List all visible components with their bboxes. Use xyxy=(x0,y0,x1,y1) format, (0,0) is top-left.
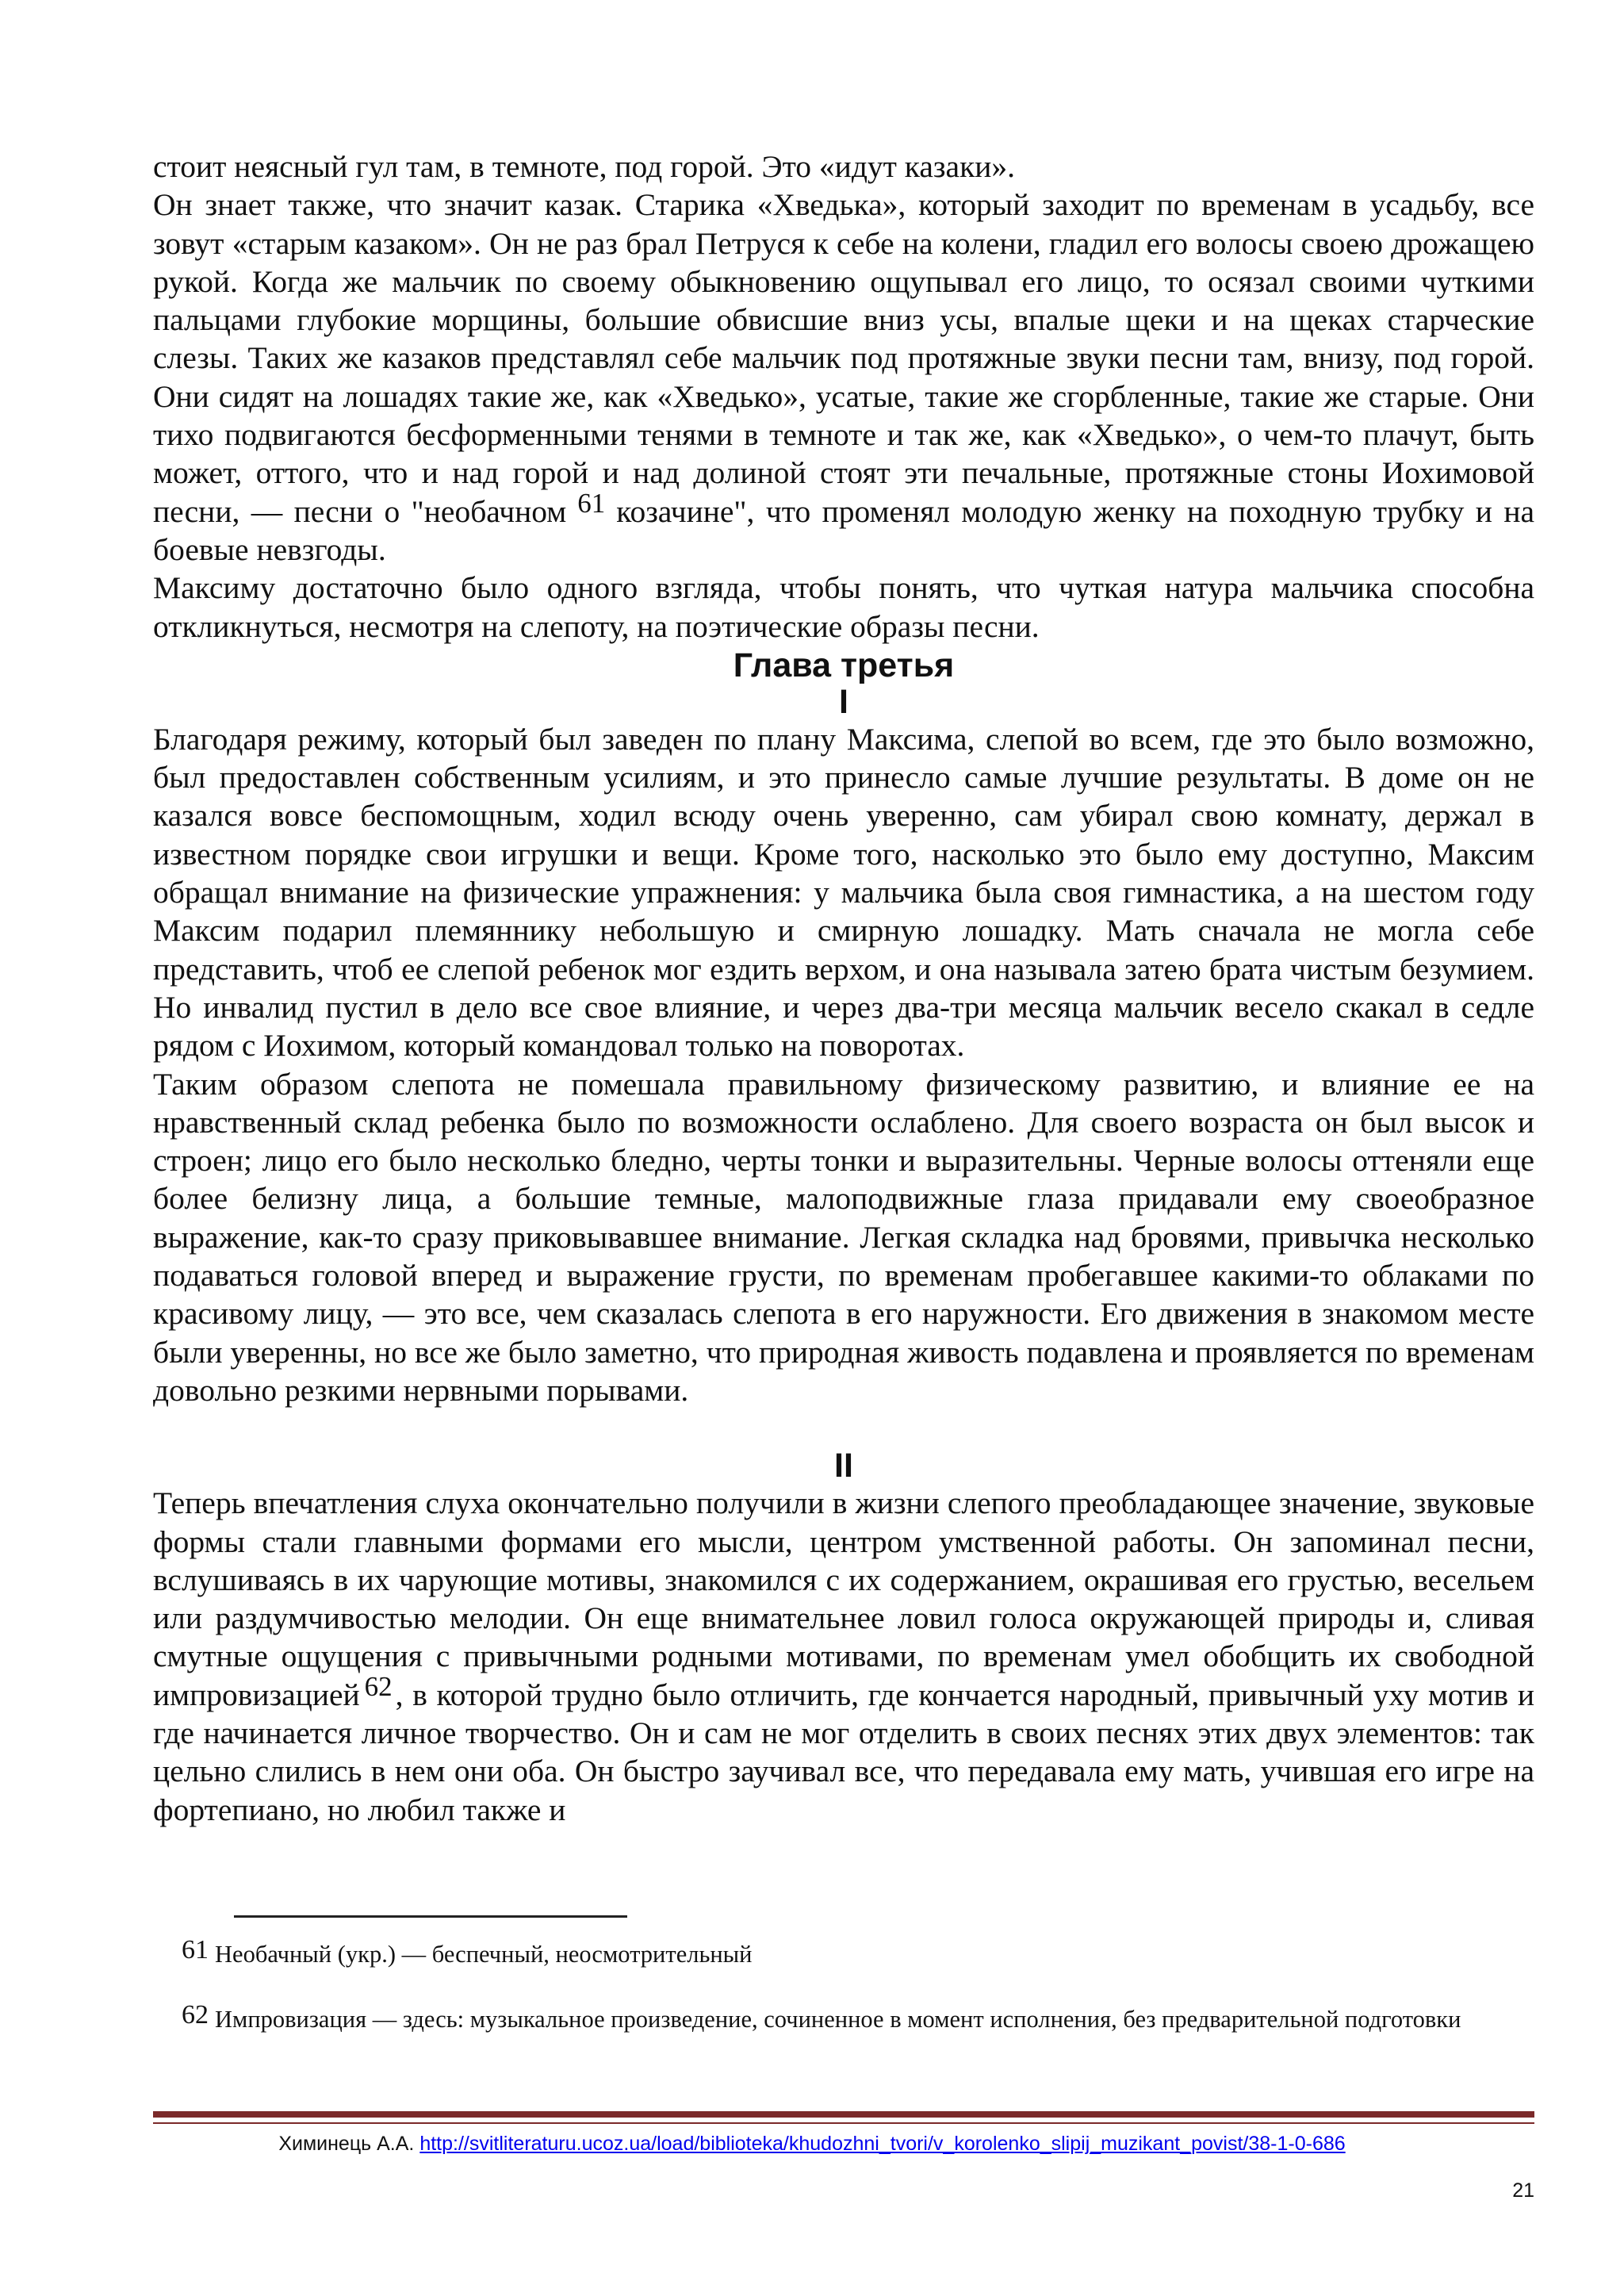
section-2-paragraph-text: Теперь впечатления слуха окончательно получили в жизни слепого преобладающее значение, звуковые формы стали главными формами его мысли, центром умственной работы. Он запоминал песни, вслушиваясь в их чарующие мотивы, знакомился с их содержанием, окрашивая его грустью, весельем или раздумчивостью мелодии. Он еще внимательнее ловил голоса окружающей природы и, сливая смутные ощущения с привычными родными мотивами, по временам умел обобщить их свободной импровизацией xyxy=(153,1485,1534,1712)
chapter-title: Глава третья xyxy=(733,646,955,684)
footer-source-link[interactable]: http://svitliteraturu.ucoz.ua/load/biblioteka/khudozhni_tvori/v_korolenko_slipij_muzikant_povist/38-1-0-686 xyxy=(419,2133,1346,2155)
paragraph-opening-b xyxy=(153,186,1534,569)
paragraph-opening-c: Максиму достаточно было одного взгляда, чтобы понять, что чуткая натура мальчика способна откликнуться, несмотря на слепоту, на поэтические образы песни. xyxy=(153,570,1534,644)
footnote-ref-61[interactable]: 61 xyxy=(577,487,606,519)
paragraph-opening-b-text: Он знает также, что значит казак. Старика «Хведька», который заходит по временам в усадьбу, все зовут «старым казаком». Он не раз брал Петруся к себе на колени, гладил его волосы своею дрожащею рукой. Когда же мальчик по своему обыкновению ощупывал его лицо, то осязал своими чуткими пальцами глубокие морщины, большие обвисшие вниз усы, впалые щеки и на щеках старческие слезы. Таких же казаков представлял себе мальчик под протяжные звуки песни там, внизу, под горой. Они сидят на лошадях такие же, как «Хведько», усатые, такие же сгорбленные, такие же старые. Они тихо подвигаются бесформенными тенями в темноте и так же, как «Хведько», о чем-то плачут, быть может, оттого, что и над горой и над долиной стоят эти печальные, протяжные стоны Иохимовой песни, — песни о "необачном xyxy=(153,187,1534,529)
page-body xyxy=(153,148,1534,1829)
footer-author: Химинець А.А. xyxy=(278,2133,415,2155)
footnote-62-number: 62 xyxy=(182,2000,209,2030)
paragraph-opening-b-tail: козачине", что променял молодую женку на походную трубку и на боевые невзгоды. xyxy=(153,493,1534,567)
footnote-62 xyxy=(153,2000,1534,2034)
footer-credit xyxy=(0,2132,1624,2156)
section-1-paragraph-2: Таким образом слепота не помешала правильному физическому развитию, и влияние ее на нравственный склад ребенка было по возможности ослаблено. Для своего возраста он был высок и строен; лицо его было несколько бледно, черты тонки и выразительны. Черные волосы оттеняли еще более белизну лица, а большие темные, малоподвижные глаза придавали ему своеобразное выражение, как-то сразу приковывавшее внимание. Легкая складка над бровями, привычка несколько подаваться головой вперед и выражение грусти, по временам пробегавшее какими-то облаками по красивому лицу, — это все, чем сказалась слепота в его наружности. Его движения в знакомом месте были уверенны, но все же было заметно, что природная живость подавлена и проявляется по временам довольно резкими нервными порывами. xyxy=(153,1066,1534,1408)
section-2-paragraph-tail: , в которой трудно было отличить, где кончается народный, привычный уху мотив и где начинается личное творчество. Он и сам не мог отделить в своих песнях этих двух элементов: так цельно слились в нем они оба. Он быстро заучивал все, что передавала ему мать, учившая его игре на фортепиано, но любил также и xyxy=(153,1677,1534,1827)
section-1-number: I xyxy=(839,682,848,721)
section-spacer xyxy=(153,1409,1534,1447)
footer-rule-thick xyxy=(153,2111,1534,2118)
section-1-paragraph-1: Благодаря режиму, который был заведен по плану Максима, слепой во всем, где это было возможно, был предоставлен собственным усилиям, и это принесло самые лучшие результаты. В доме он не казался вовсе беспомощным, ходил всюду очень уверенно, сам убирал свою комнату, держал в известном порядке свои игрушки и вещи. Кроме того, насколько это было ему доступно, Максим обращал внимание на физические упражнения: у мальчика была своя гимнастика, а на шестом году Максим подарил племяннику небольшую и смирную лошадку. Мать сначала не могла себе представить, чтоб ее слепой ребенок мог ездить верхом, и она называла затею брата чистым безумием. Но инвалид пустил в дело все свое влияние, и через два-три месяца мальчик весело скакал в седле рядом с Иохимом, который командовал только на поворотах. xyxy=(153,721,1534,1064)
footnote-61-text: Необачный (укр.) — беспечный, неосмотрительный xyxy=(215,1941,753,1968)
footnote-61 xyxy=(153,1935,1534,1969)
footnote-61-number: 61 xyxy=(182,1935,209,1964)
footer-rule-thin xyxy=(153,2122,1534,2124)
footnote-separator xyxy=(234,1915,627,1918)
section-2-number: II xyxy=(834,1447,853,1485)
footnote-62-text: Импровизация — здесь: музыкальное произведение, сочиненное в момент исполнения, без предварительной подготовки xyxy=(215,2006,1461,2033)
section-2-paragraph-1 xyxy=(153,1484,1534,1829)
page-number: 21 xyxy=(1512,2179,1534,2202)
paragraph-opening-a: стоит неясный гул там, в темноте, под горой. Это «идут казаки». xyxy=(153,149,1016,184)
footnote-ref-62[interactable]: 62 xyxy=(364,1670,393,1702)
